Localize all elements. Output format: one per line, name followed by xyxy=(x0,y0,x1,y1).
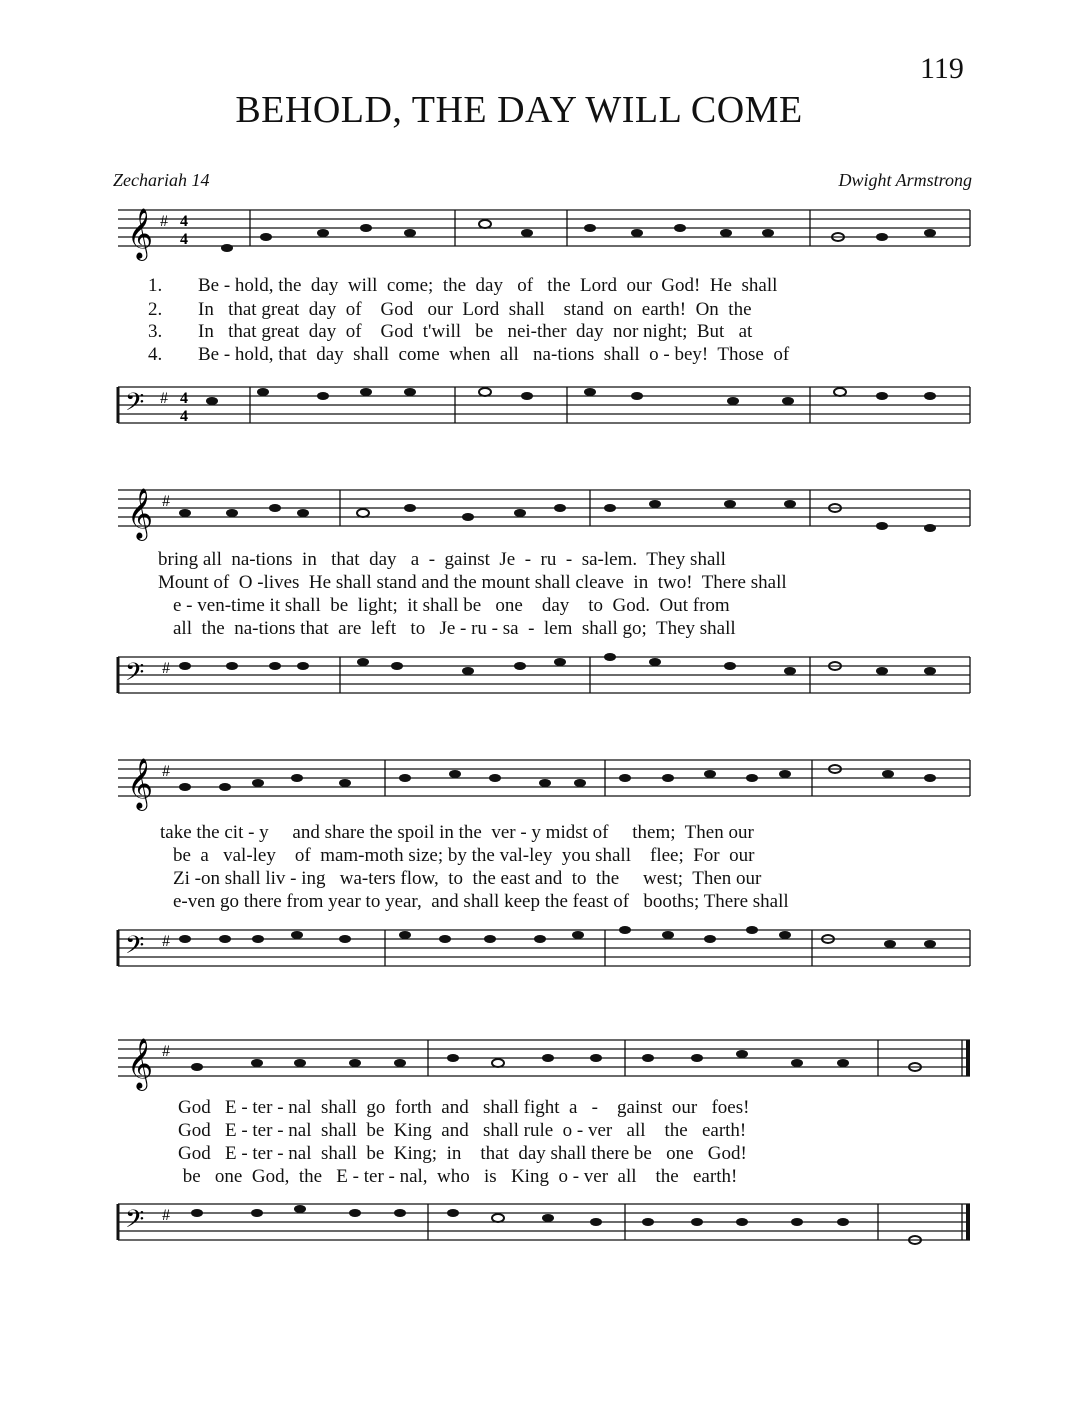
svg-text:𝄞: 𝄞 xyxy=(127,1038,154,1089)
bass-staff-4 xyxy=(0,1192,1088,1272)
svg-text:#: # xyxy=(160,390,168,407)
lyric-line: Mount of O -lives He shall stand and the mount shall cleave in two! There shall xyxy=(158,572,787,593)
treble-staff-4 xyxy=(0,1020,1088,1100)
lyric-line: be one God, the E - ter - nal, who is King o - ver all the earth! xyxy=(178,1166,738,1187)
treble-staff-2 xyxy=(0,470,1088,550)
verse-number-1: 1. xyxy=(148,275,163,296)
svg-text:4: 4 xyxy=(180,213,188,230)
svg-text:#: # xyxy=(162,1207,170,1224)
lyric-line: Be - hold, the day will come; the day of the Lord our God! He shall xyxy=(198,275,778,296)
lyric-line: bring all na-tions in that day a - gainst Je - ru - sa-lem. They shall xyxy=(158,549,726,570)
lyric-line: take the cit - y and share the spoil in the ver - y midst of them; Then our xyxy=(160,822,754,843)
svg-text:𝄢: 𝄢 xyxy=(125,388,145,423)
svg-text:#: # xyxy=(162,763,170,780)
svg-text:#: # xyxy=(162,933,170,950)
hymn-title: BEHOLD, THE DAY WILL COME xyxy=(235,89,803,131)
lyric-line: God E - ter - nal shall be King and shall rule o - ver all the earth! xyxy=(178,1120,747,1141)
lyric-line: Be - hold, that day shall come when all na-tions shall o - bey! Those of xyxy=(198,344,790,365)
bass-staff-2 xyxy=(0,645,1088,715)
bass-staff-3 xyxy=(0,918,1088,988)
lyric-line: In that great day of God t'will be nei-ther day nor night; But at xyxy=(198,321,753,342)
svg-text:𝄢: 𝄢 xyxy=(125,1205,145,1240)
text-source: Zechariah 14 xyxy=(113,170,210,190)
svg-text:4: 4 xyxy=(180,231,188,248)
treble-staff-1 xyxy=(0,190,1088,270)
treble-staff-3 xyxy=(0,740,1088,820)
svg-text:𝄞: 𝄞 xyxy=(127,488,154,539)
lyric-line: In that great day of God our Lord shall stand on earth! On the xyxy=(198,299,752,320)
svg-text:#: # xyxy=(160,213,168,230)
bass-staff-1 xyxy=(0,375,1088,445)
lyric-line: be a val-ley of mam-moth size; by the val-ley you shall flee; For our xyxy=(173,845,755,866)
svg-text:𝄞: 𝄞 xyxy=(127,208,154,259)
svg-text:#: # xyxy=(162,660,170,677)
composer: Dwight Armstrong xyxy=(838,170,972,190)
lyric-line: God E - ter - nal shall be King; in that day shall there be one God! xyxy=(178,1143,747,1164)
svg-text:4: 4 xyxy=(180,390,188,407)
lyric-line: e-ven go there from year to year, and shall keep the feast of booths; There shall xyxy=(173,891,789,912)
svg-text:𝄞: 𝄞 xyxy=(127,758,154,809)
svg-text:𝄢: 𝄢 xyxy=(125,658,145,693)
verse-number-3: 3. xyxy=(148,321,163,342)
lyric-line: all the na-tions that are left to Je - ru - sa - lem shall go; They shall xyxy=(173,618,736,639)
lyric-line: Zi -on shall liv - ing wa-ters flow, to the east and to the west; Then our xyxy=(173,868,762,889)
verse-number-4: 4. xyxy=(148,344,163,365)
svg-text:#: # xyxy=(162,493,170,510)
svg-text:4: 4 xyxy=(180,408,188,425)
lyric-line: God E - ter - nal shall go forth and shall fight a - gainst our foes! xyxy=(178,1097,750,1118)
verse-number-2: 2. xyxy=(148,299,163,320)
svg-text:𝄢: 𝄢 xyxy=(125,931,145,966)
lyric-line: e - ven-time it shall be light; it shall be one day to God. Out from xyxy=(173,595,730,616)
page-number: 119 xyxy=(920,52,964,85)
svg-text:#: # xyxy=(162,1043,170,1060)
